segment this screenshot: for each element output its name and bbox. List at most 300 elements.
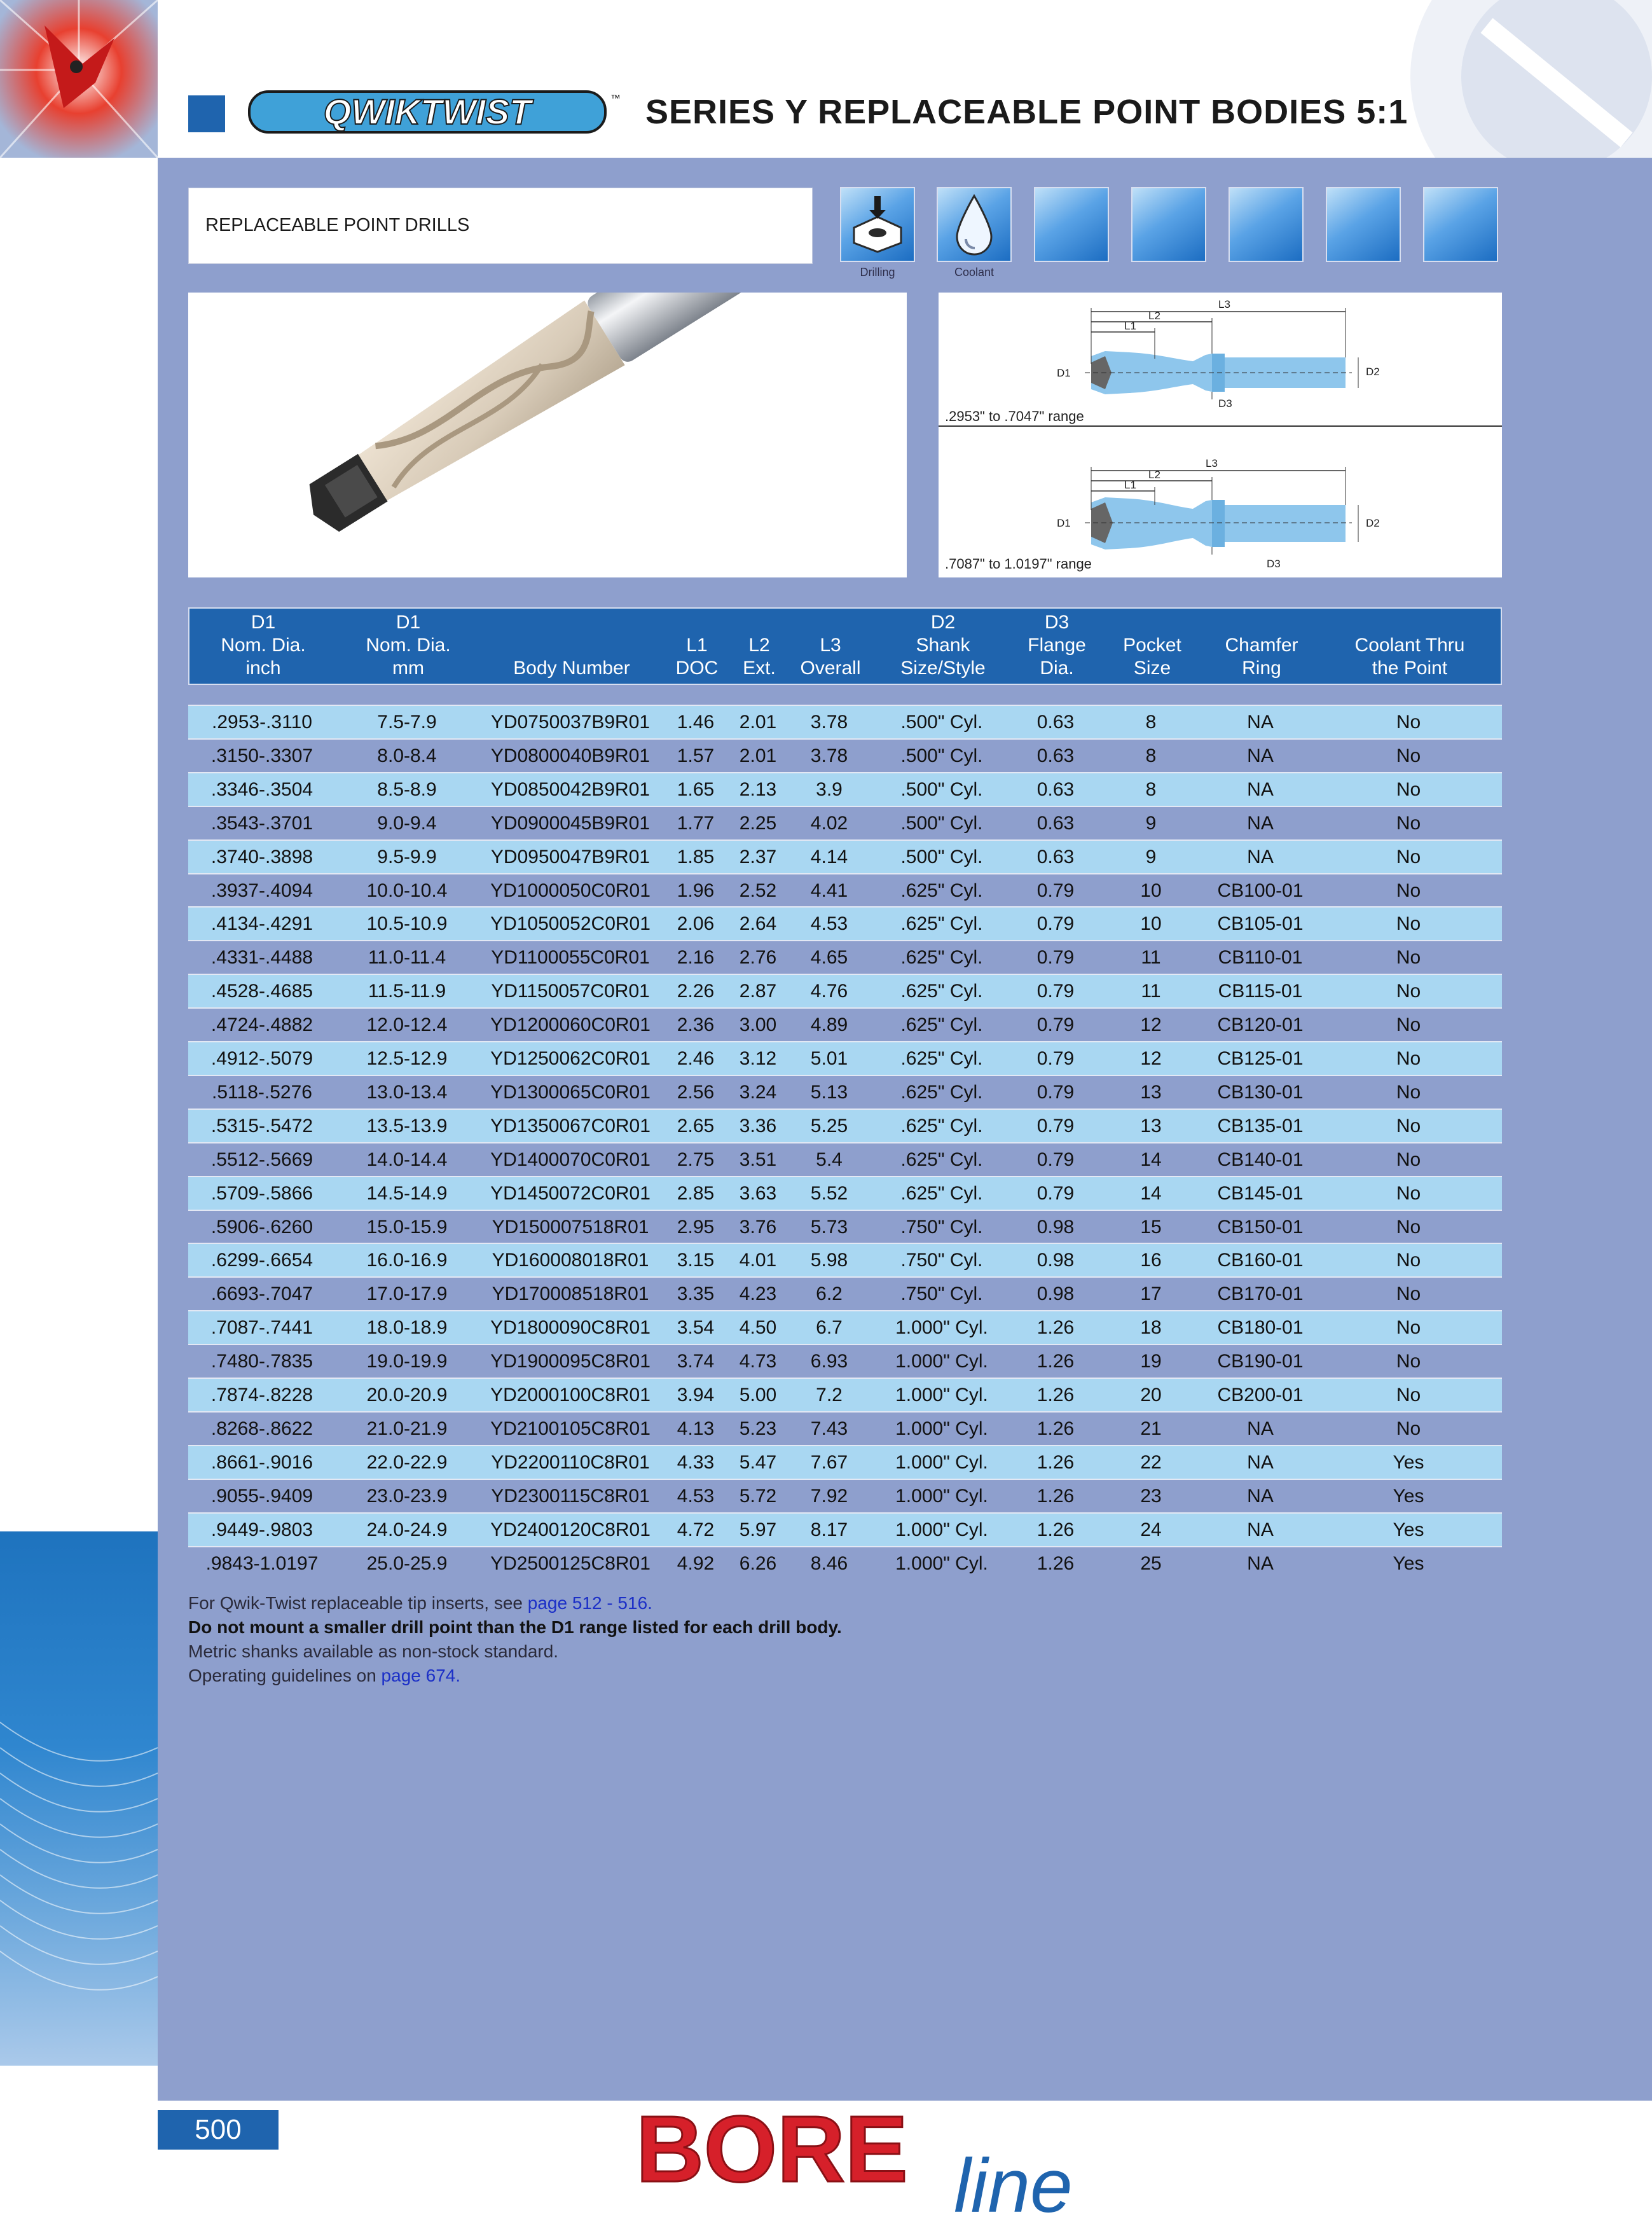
- cell-d1-inch: .8268-.8622: [210, 1418, 313, 1439]
- cell-pocket: 10: [1140, 880, 1162, 901]
- cell-body-number: YD2100105C8R01: [490, 1418, 650, 1439]
- table-row: [188, 1176, 1502, 1210]
- label-l3-top: L3: [1218, 298, 1230, 310]
- cell-body-number: YD1100055C0R01: [491, 947, 650, 969]
- col-l1: L1 DOC: [675, 635, 719, 679]
- cell-l3: 3.9: [816, 778, 843, 800]
- cell-d1-inch: .7087-.7441: [210, 1317, 313, 1339]
- label-l2-top: L2: [1148, 310, 1160, 322]
- cell-l1: 4.13: [677, 1418, 715, 1439]
- inserts-page-link[interactable]: page 512 - 516.: [527, 1593, 652, 1613]
- cell-d3: 0.63: [1036, 812, 1075, 834]
- cell-body-number: YD1300065C0R01: [490, 1081, 650, 1103]
- cell-d1-mm: 14.0-14.4: [366, 1149, 448, 1170]
- cell-pocket: 13: [1140, 1081, 1162, 1103]
- cell-d2: .500" Cyl.: [900, 778, 983, 800]
- cell-l1: 2.26: [677, 981, 715, 1002]
- cell-l2: 4.01: [739, 1250, 777, 1271]
- cell-l2: 2.87: [739, 981, 777, 1002]
- cell-body-number: YD1450072C0R01: [490, 1182, 650, 1204]
- cell-l3: 4.76: [810, 981, 848, 1002]
- logo-bore: BORE: [636, 2099, 908, 2202]
- cell-l3: 3.78: [810, 745, 848, 766]
- table-row: [188, 839, 1502, 873]
- cell-l3: 4.41: [810, 880, 848, 901]
- cell-l1: 3.54: [677, 1317, 715, 1339]
- cell-chamfer: CB170-01: [1217, 1283, 1304, 1305]
- table-row: [188, 974, 1502, 1007]
- cell-pocket: 14: [1140, 1182, 1162, 1204]
- cell-d1-inch: .9055-.9409: [210, 1485, 313, 1507]
- cell-l2: 5.47: [739, 1451, 777, 1473]
- cell-pocket: 17: [1140, 1283, 1162, 1305]
- cell-d2: 1.000" Cyl.: [895, 1351, 988, 1372]
- cell-l2: 3.76: [739, 1216, 777, 1238]
- cell-l3: 5.4: [816, 1149, 843, 1170]
- table-row: [188, 1344, 1502, 1378]
- wave-line-artwork: [0, 1531, 158, 2066]
- cell-d2: .625" Cyl.: [900, 1081, 983, 1103]
- cell-coolant: No: [1396, 745, 1421, 766]
- table-row: [188, 1411, 1502, 1445]
- cell-chamfer: NA: [1247, 745, 1274, 766]
- cell-chamfer: CB145-01: [1217, 1182, 1304, 1204]
- col-l3: L3 Overall: [800, 635, 861, 679]
- cell-coolant: No: [1396, 1048, 1421, 1069]
- cell-coolant: No: [1396, 1216, 1421, 1238]
- cell-d1-mm: 12.0-12.4: [366, 1014, 448, 1036]
- table-header: [188, 607, 1502, 685]
- cell-coolant: No: [1396, 1283, 1421, 1305]
- cell-l1: 1.85: [677, 846, 715, 867]
- cell-l3: 5.13: [810, 1081, 848, 1103]
- cell-body-number: YD0800040B9R01: [490, 745, 650, 766]
- cell-l1: 2.95: [677, 1216, 715, 1238]
- cell-d1-mm: 15.0-15.9: [366, 1216, 448, 1238]
- qwiktwist-logo: [248, 89, 623, 135]
- cell-chamfer: NA: [1247, 778, 1274, 800]
- cell-d2: .625" Cyl.: [900, 913, 983, 935]
- cell-l1: 4.53: [677, 1485, 715, 1507]
- cell-l1: 2.56: [677, 1081, 715, 1103]
- cell-l3: 4.53: [810, 913, 848, 935]
- guidelines-page-link[interactable]: page 674.: [381, 1666, 461, 1685]
- cell-d2: 1.000" Cyl.: [895, 1485, 988, 1507]
- col-d2-shank: D2 Shank Size/Style: [900, 612, 986, 679]
- cell-d3: 0.98: [1036, 1283, 1075, 1305]
- cell-coolant: Yes: [1393, 1485, 1424, 1507]
- table-row: [188, 940, 1502, 974]
- table-row: [188, 1243, 1502, 1276]
- cell-chamfer: NA: [1247, 846, 1274, 867]
- cell-d1-mm: 11.5-11.9: [368, 981, 446, 1002]
- table-row: [188, 1479, 1502, 1512]
- cell-d2: .625" Cyl.: [900, 981, 983, 1002]
- table-row: [188, 1075, 1502, 1109]
- cell-l3: 7.67: [810, 1451, 848, 1473]
- cell-d1-inch: .4134-.4291: [210, 913, 313, 935]
- cell-d2: 1.000" Cyl.: [895, 1451, 988, 1473]
- cell-d3: 1.26: [1036, 1485, 1075, 1507]
- cell-d2: .750" Cyl.: [900, 1216, 983, 1238]
- cell-l1: 2.06: [677, 913, 715, 935]
- cell-pocket: 11: [1141, 981, 1161, 1002]
- cell-coolant: No: [1396, 1250, 1421, 1271]
- cell-d1-mm: 13.5-13.9: [366, 1115, 448, 1136]
- cell-l3: 5.25: [810, 1115, 848, 1136]
- cell-l3: 5.98: [810, 1250, 848, 1271]
- table-row: [188, 1445, 1502, 1479]
- cell-d3: 1.26: [1036, 1519, 1075, 1540]
- cell-l2: 3.51: [739, 1149, 777, 1170]
- blank-icon: [1131, 187, 1206, 262]
- cell-d2: .750" Cyl.: [900, 1283, 983, 1305]
- cell-d1-inch: .4528-.4685: [210, 981, 313, 1002]
- cell-d1-mm: 21.0-21.9: [366, 1418, 448, 1439]
- cell-pocket: 23: [1140, 1485, 1162, 1507]
- cell-d1-inch: .6693-.7047: [210, 1283, 313, 1305]
- cell-d1-mm: 9.5-9.9: [377, 846, 437, 867]
- cell-chamfer: NA: [1247, 1519, 1274, 1540]
- cell-d3: 0.79: [1036, 880, 1075, 901]
- category-label: REPLACEABLE POINT DRILLS: [205, 215, 470, 235]
- label-d1-top: D1: [1057, 367, 1071, 379]
- cell-body-number: YD1400070C0R01: [490, 1149, 650, 1170]
- cell-l2: 2.37: [739, 846, 777, 867]
- cell-coolant: No: [1396, 981, 1421, 1002]
- cell-coolant: No: [1396, 1182, 1421, 1204]
- cell-d3: 0.98: [1036, 1216, 1075, 1238]
- cell-d1-mm: 8.5-8.9: [377, 778, 437, 800]
- cell-pocket: 24: [1140, 1519, 1162, 1540]
- cell-pocket: 10: [1140, 913, 1162, 935]
- cell-d3: 0.63: [1036, 745, 1075, 766]
- cell-chamfer: CB140-01: [1217, 1149, 1304, 1170]
- cell-l3: 7.43: [810, 1418, 848, 1439]
- page-number-box: [158, 2110, 279, 2150]
- cell-l3: 8.46: [810, 1552, 848, 1574]
- cell-d1-mm: 14.5-14.9: [366, 1182, 448, 1204]
- cell-d1-inch: .3150-.3307: [210, 745, 313, 766]
- cell-d2: .625" Cyl.: [900, 1149, 983, 1170]
- col-l2: L2 Ext.: [743, 635, 776, 679]
- cell-body-number: YD2200110C8R01: [491, 1451, 650, 1473]
- cell-l2: 5.00: [739, 1385, 777, 1406]
- cell-l2: 4.73: [739, 1351, 777, 1372]
- cell-l3: 7.2: [816, 1385, 843, 1406]
- cell-chamfer: CB180-01: [1217, 1317, 1304, 1339]
- cell-pocket: 16: [1140, 1250, 1162, 1271]
- cell-l3: 8.17: [810, 1519, 848, 1540]
- cell-pocket: 9: [1145, 812, 1157, 834]
- cell-d1-inch: .4331-.4488: [210, 947, 313, 969]
- cell-d1-mm: 8.0-8.4: [377, 745, 437, 766]
- dimension-diagram: [939, 293, 1502, 577]
- cell-d3: 0.79: [1036, 1014, 1075, 1036]
- cell-d3: 0.79: [1036, 1048, 1075, 1069]
- cell-l2: 2.25: [739, 812, 777, 834]
- cell-l2: 5.23: [739, 1418, 777, 1439]
- cell-l1: 1.57: [677, 745, 715, 766]
- note-metric: Metric shanks available as non-stock standard.: [188, 1641, 559, 1661]
- cell-d1-inch: .3740-.3898: [210, 846, 313, 867]
- cell-body-number: YD1350067C0R01: [490, 1115, 650, 1136]
- cell-d2: .625" Cyl.: [900, 1115, 983, 1136]
- cell-body-number: YD160008018R01: [492, 1250, 649, 1271]
- table-row: [188, 1109, 1502, 1142]
- cell-l3: 4.02: [810, 812, 848, 834]
- cell-d1-inch: .3937-.4094: [210, 880, 313, 901]
- cell-body-number: YD2400120C8R01: [490, 1519, 650, 1540]
- cell-d1-inch: .2953-.3110: [212, 712, 312, 733]
- cell-l3: 5.01: [810, 1048, 848, 1069]
- cell-d1-inch: .3346-.3504: [210, 778, 313, 800]
- cell-d2: 1.000" Cyl.: [895, 1317, 988, 1339]
- label-d2-top: D2: [1366, 366, 1380, 378]
- cell-body-number: YD1000050C0R01: [490, 880, 650, 901]
- cell-l1: 1.77: [677, 812, 715, 834]
- cell-l2: 5.72: [739, 1485, 777, 1507]
- category-box: [188, 188, 813, 264]
- table-row: [188, 1007, 1502, 1041]
- cell-d2: .500" Cyl.: [900, 846, 983, 867]
- svg-text:™: ™: [610, 93, 621, 104]
- cell-l1: 1.46: [677, 712, 715, 733]
- cell-l2: 3.00: [739, 1014, 777, 1036]
- cell-d1-mm: 17.0-17.9: [366, 1283, 448, 1305]
- label-l1-bottom: L1: [1124, 479, 1136, 491]
- table-row: [188, 1210, 1502, 1243]
- logo-line: line: [954, 2143, 1073, 2226]
- cell-d1-mm: 24.0-24.9: [366, 1519, 448, 1540]
- cell-d2: 1.000" Cyl.: [895, 1519, 988, 1540]
- cell-l3: 6.7: [816, 1317, 843, 1339]
- cell-d1-inch: .4912-.5079: [210, 1048, 313, 1069]
- cell-chamfer: NA: [1247, 1485, 1274, 1507]
- col-coolant-thru: Coolant Thru the Point: [1354, 635, 1465, 679]
- cell-coolant: No: [1396, 712, 1421, 733]
- cell-l2: 3.12: [739, 1048, 777, 1069]
- cell-l2: 2.52: [739, 880, 777, 901]
- cell-d3: 0.63: [1036, 712, 1075, 733]
- table-row: [188, 806, 1502, 839]
- cell-chamfer: NA: [1247, 1552, 1274, 1574]
- page-number: 500: [195, 2114, 242, 2145]
- cell-coolant: No: [1396, 1014, 1421, 1036]
- cell-body-number: YD170008518R01: [492, 1283, 649, 1305]
- cell-l2: 3.24: [739, 1081, 777, 1103]
- corner-circle-graphic: [1359, 0, 1652, 159]
- cell-body-number: YD0850042B9R01: [490, 778, 650, 800]
- cell-l2: 2.64: [739, 913, 777, 935]
- cell-chamfer: CB200-01: [1217, 1385, 1304, 1406]
- cell-d1-inch: .5709-.5866: [210, 1182, 313, 1204]
- cell-pocket: 21: [1140, 1418, 1162, 1439]
- cell-body-number: YD1900095C8R01: [490, 1351, 650, 1372]
- cell-pocket: 11: [1141, 947, 1161, 969]
- label-l1-top: L1: [1124, 320, 1136, 332]
- cell-d3: 0.63: [1036, 846, 1075, 867]
- cell-l2: 2.76: [739, 947, 777, 969]
- cell-d3: 0.79: [1036, 981, 1075, 1002]
- cell-d2: .625" Cyl.: [900, 1182, 983, 1204]
- table-row: [188, 1041, 1502, 1075]
- cell-d1-inch: .5118-.5276: [212, 1081, 312, 1103]
- cell-l1: 2.65: [677, 1115, 715, 1136]
- cell-d1-mm: 9.0-9.4: [377, 812, 437, 834]
- cell-l1: 3.74: [677, 1351, 715, 1372]
- col-pocket-size: Pocket Size: [1123, 635, 1181, 679]
- cell-body-number: YD1150057C0R01: [491, 981, 650, 1002]
- cell-coolant: No: [1396, 812, 1421, 834]
- cell-body-number: YD0950047B9R01: [490, 846, 650, 867]
- cell-d1-mm: 13.0-13.4: [366, 1081, 448, 1103]
- col-d3-flange: D3 Flange Dia.: [1028, 612, 1086, 679]
- cell-pocket: 19: [1140, 1351, 1162, 1372]
- cell-l1: 3.35: [677, 1283, 715, 1305]
- cell-pocket: 12: [1140, 1014, 1162, 1036]
- cell-d3: 1.26: [1036, 1385, 1075, 1406]
- cell-pocket: 18: [1140, 1317, 1162, 1339]
- cell-d3: 0.79: [1036, 913, 1075, 935]
- cell-d3: 1.26: [1036, 1351, 1075, 1372]
- cell-pocket: 8: [1145, 712, 1157, 733]
- cell-d2: .500" Cyl.: [900, 812, 983, 834]
- cell-d1-mm: 25.0-25.9: [366, 1552, 448, 1574]
- label-l2-bottom: L2: [1148, 469, 1160, 481]
- blank-icon: [1423, 187, 1498, 262]
- drilling-icon: [840, 187, 915, 262]
- col-body-number: Body Number: [513, 658, 630, 679]
- cell-pocket: 20: [1140, 1385, 1162, 1406]
- cell-d2: 1.000" Cyl.: [895, 1385, 988, 1406]
- table-row: [188, 1546, 1502, 1580]
- cell-body-number: YD1200060C0R01: [490, 1014, 650, 1036]
- cell-d1-mm: 23.0-23.9: [366, 1485, 448, 1507]
- cell-l3: 7.92: [810, 1485, 848, 1507]
- page-title: SERIES Y REPLACEABLE POINT BODIES 5:1: [645, 93, 1408, 131]
- label-d3-bottom: D3: [1267, 558, 1281, 570]
- cell-d1-inch: .5906-.6260: [210, 1216, 313, 1238]
- cell-d3: 0.79: [1036, 1081, 1075, 1103]
- cell-l2: 3.36: [739, 1115, 777, 1136]
- cell-body-number: YD0900045B9R01: [490, 812, 650, 834]
- cell-l3: 6.93: [810, 1351, 848, 1372]
- cell-d1-mm: 7.5-7.9: [377, 712, 437, 733]
- cell-d2: .625" Cyl.: [900, 947, 983, 969]
- cell-l2: 3.63: [739, 1182, 777, 1204]
- cell-d3: 0.79: [1036, 1182, 1075, 1204]
- col-d1-mm: D1 Nom. Dia. mm: [366, 612, 451, 679]
- cell-d1-inch: .5512-.5669: [210, 1149, 313, 1170]
- cell-body-number: YD2500125C8R01: [490, 1552, 650, 1574]
- cell-d2: .750" Cyl.: [900, 1250, 983, 1271]
- cell-body-number: YD0750037B9R01: [490, 712, 650, 733]
- table-row: [188, 705, 1502, 738]
- cell-l1: 2.16: [677, 947, 715, 969]
- cell-l3: 3.78: [810, 712, 848, 733]
- table-row: [188, 1310, 1502, 1344]
- cell-chamfer: NA: [1247, 1418, 1274, 1439]
- cell-l3: 6.2: [816, 1283, 843, 1305]
- cell-d3: 1.26: [1036, 1418, 1075, 1439]
- cell-pocket: 8: [1145, 778, 1157, 800]
- cell-chamfer: CB130-01: [1217, 1081, 1304, 1103]
- cell-d2: .500" Cyl.: [900, 745, 983, 766]
- cell-chamfer: CB105-01: [1217, 913, 1304, 935]
- cell-l2: 4.50: [739, 1317, 777, 1339]
- table-row: [188, 873, 1502, 907]
- cell-coolant: No: [1396, 778, 1421, 800]
- cell-l1: 3.15: [677, 1250, 715, 1271]
- boreline-logo: [636, 2099, 1157, 2226]
- cell-pocket: 14: [1140, 1149, 1162, 1170]
- cell-d1-mm: 11.0-11.4: [368, 947, 446, 969]
- cell-body-number: YD2000100C8R01: [490, 1385, 650, 1406]
- cell-l3: 5.52: [810, 1182, 848, 1204]
- cell-d1-mm: 10.0-10.4: [366, 880, 448, 901]
- coolant-caption: Coolant: [954, 266, 995, 279]
- cell-d1-inch: .6299-.6654: [210, 1250, 313, 1271]
- cell-coolant: No: [1396, 1418, 1421, 1439]
- col-d1-inch: D1 Nom. Dia. inch: [221, 612, 306, 679]
- cell-chamfer: NA: [1247, 1451, 1274, 1473]
- range-top: .2953" to .7047" range: [945, 408, 1084, 424]
- cell-l3: 4.65: [810, 947, 848, 969]
- cell-l1: 1.96: [677, 880, 715, 901]
- cell-l1: 4.33: [677, 1451, 715, 1473]
- cell-d3: 1.26: [1036, 1552, 1075, 1574]
- note-guidelines: Operating guidelines on page 674.: [188, 1666, 461, 1685]
- label-d2-bottom: D2: [1366, 517, 1380, 529]
- range-bottom: .7087" to 1.0197" range: [945, 556, 1092, 572]
- coolant-icon: [937, 187, 1012, 262]
- cell-d3: 0.79: [1036, 947, 1075, 969]
- cell-d2: .625" Cyl.: [900, 1048, 983, 1069]
- table-row: [188, 738, 1502, 772]
- label-l3-bottom: L3: [1206, 457, 1218, 469]
- cell-coolant: No: [1396, 1081, 1421, 1103]
- cell-d1-inch: .3543-.3701: [210, 812, 313, 834]
- cell-l1: 1.65: [677, 778, 715, 800]
- table-row: [188, 1142, 1502, 1176]
- table-row: [188, 1378, 1502, 1411]
- cell-body-number: YD2300115C8R01: [491, 1485, 650, 1507]
- cell-d1-mm: 10.5-10.9: [366, 913, 448, 935]
- cell-chamfer: NA: [1247, 812, 1274, 834]
- corner-bird-artwork: [0, 0, 158, 158]
- cell-coolant: No: [1396, 1115, 1421, 1136]
- cell-l1: 4.92: [677, 1552, 715, 1574]
- cell-d1-inch: .9449-.9803: [210, 1519, 313, 1540]
- cell-body-number: YD150007518R01: [492, 1216, 649, 1238]
- cell-l3: 4.14: [810, 846, 848, 867]
- cell-coolant: Yes: [1393, 1552, 1424, 1574]
- cell-l2: 5.97: [739, 1519, 777, 1540]
- table-row: [188, 1276, 1502, 1310]
- cell-l2: 6.26: [739, 1552, 777, 1574]
- table-row: [188, 906, 1502, 940]
- cell-coolant: No: [1396, 880, 1421, 901]
- blank-icon: [1326, 187, 1401, 262]
- cell-d1-inch: .7480-.7835: [210, 1351, 313, 1372]
- cell-chamfer: CB160-01: [1217, 1250, 1304, 1271]
- cell-chamfer: CB150-01: [1217, 1216, 1304, 1238]
- cell-d1-mm: 22.0-22.9: [366, 1451, 448, 1473]
- cell-chamfer: CB110-01: [1218, 947, 1303, 969]
- cell-d1-inch: .9843-1.0197: [205, 1552, 319, 1574]
- cell-l1: 3.94: [677, 1385, 715, 1406]
